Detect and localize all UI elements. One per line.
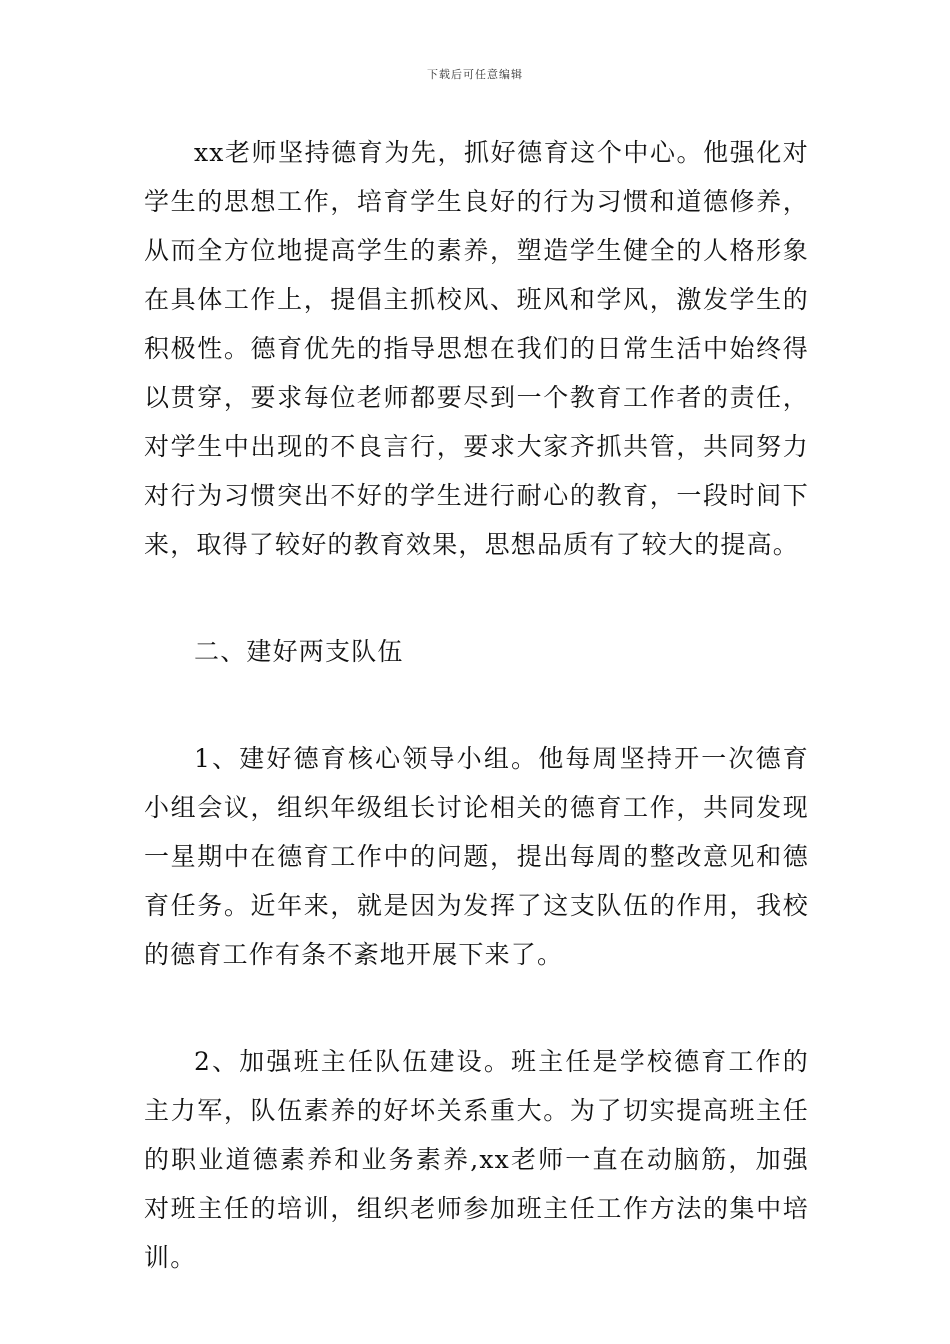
paragraph-moral-education: xx老师坚持德育为先，抓好德育这个中心。他强化对学生的思想工作，培育学生良好的行为习惯和道德修养，从而全方位地提高学生的素养，塑造学生健全的人格形象在具体工作上，提倡主抓校风、班风和学风，激发学生的积极性。德育优先的指导思想在我们的日常生活中始终得以贯穿，要求每位老师都要尽到一个教育工作者的责任，对学生中出现的不良言行，要求大家齐抓共管，共同努力对行为习惯突出不好的学生进行耐心的教育，一段时间下来，取得了较好的教育效果，思想品质有了较大的提高。 <box>144 138 809 559</box>
paragraph-class-teacher-team: 2、加强班主任队伍建设。班主任是学校德育工作的主力军，队伍素养的好坏关系重大。为了切实提高班主任的职业道德素养和业务素养,xx老师一直在动脑筋，加强对班主任的培训，组织老师参加班主任工作方法的集中培训。 <box>144 1047 809 1272</box>
paragraph-spacer <box>144 569 809 627</box>
document-body <box>144 128 809 1282</box>
paragraph-leadership-group: 1、建好德育核心领导小组。他每周坚持开一次德育小组会议，组织年级组长讨论相关的德育工作，共同发现一星期中在德育工作中的问题，提出每周的整改意见和德育任务。近年来，就是因为发挥了这支队伍的作用，我校的德育工作有条不紊地开展下来了。 <box>144 744 809 969</box>
header-note: 下载后可任意编辑 <box>427 68 523 81</box>
paragraph-spacer <box>144 676 809 734</box>
section-heading: 二、建好两支队伍 <box>194 637 404 666</box>
paragraph-spacer <box>144 979 809 1037</box>
